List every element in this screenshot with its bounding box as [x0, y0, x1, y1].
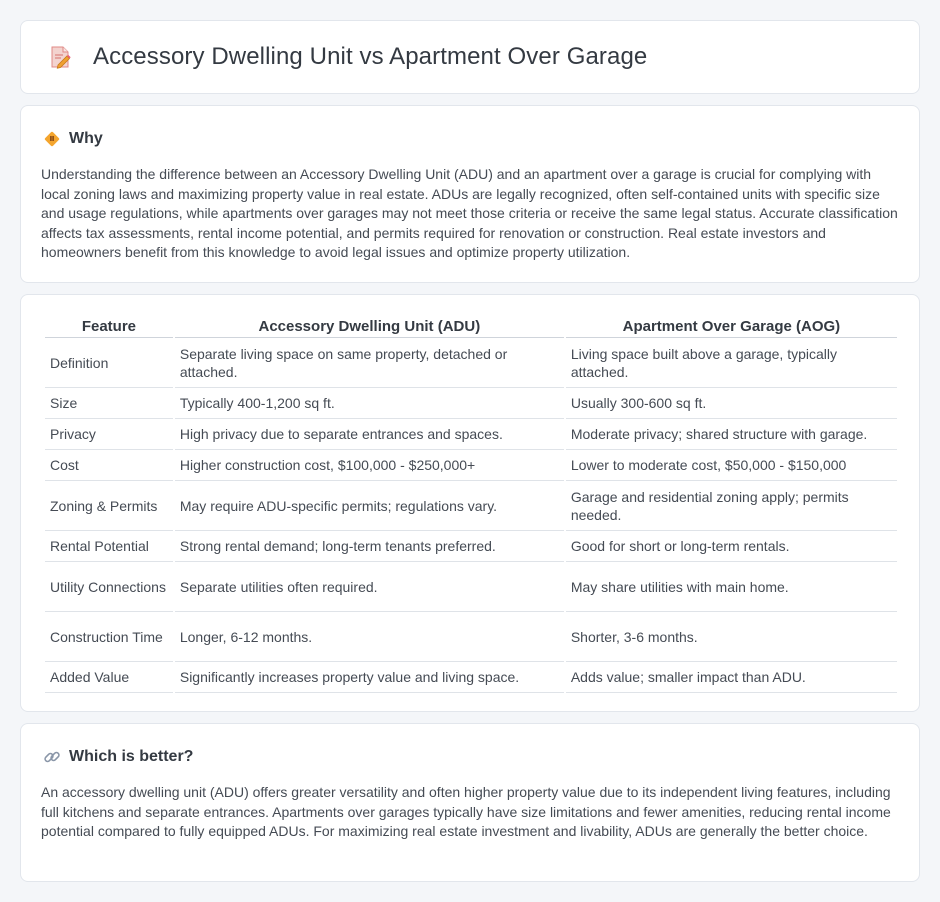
- why-section: [20, 105, 920, 283]
- table-header-row: [45, 316, 897, 338]
- aog-cell: Adds value; smaller impact than ADU.: [566, 662, 897, 693]
- table-row: [45, 338, 897, 388]
- document-pencil-icon: [47, 44, 73, 70]
- title-card: [20, 20, 920, 94]
- header-adu: Accessory Dwelling Unit (ADU): [175, 316, 564, 338]
- table-row: [45, 531, 897, 562]
- table-row: [45, 612, 897, 662]
- adu-cell: Longer, 6-12 months.: [175, 612, 564, 662]
- feature-cell: Size: [45, 388, 173, 419]
- better-text: An accessory dwelling unit (ADU) offers greater versatility and often higher property value due to its independent living features, including full kitchens and separate entrances. Apartments over garages typically have size limitations and fewer amenities, reducing rental income potential compared to fully equipped ADUs. For maximizing real estate investment and livability, ADUs are generally the better choice.: [41, 784, 891, 839]
- comparison-card: [20, 294, 920, 712]
- table-row: [45, 388, 897, 419]
- why-text: Understanding the difference between an Accessory Dwelling Unit (ADU) and an apartment over a garage is crucial for complying with local zoning laws and maximizing property value in real estate. ADUs are legally recognized, often self-contained units with specific size and usage regulations, while apartments over garages may not meet those criteria or receive the same legal status. Accurate classification affects tax assessments, rental income potential, and permits required for renovation or construction. Real estate investors and homeowners benefit from this knowledge to avoid legal issues and optimize property utilization.: [41, 166, 898, 260]
- header-aog: Apartment Over Garage (AOG): [566, 316, 897, 338]
- feature-cell: Zoning & Permits: [45, 481, 173, 531]
- aog-cell: Lower to moderate cost, $50,000 - $150,000: [566, 450, 897, 481]
- adu-cell: High privacy due to separate entrances and spaces.: [175, 419, 564, 450]
- link-icon: [43, 748, 61, 766]
- diamond-warning-icon: [43, 130, 61, 148]
- feature-cell: Construction Time: [45, 612, 173, 662]
- aog-cell: Good for short or long-term rentals.: [566, 531, 897, 562]
- adu-cell: Separate living space on same property, detached or attached.: [175, 338, 564, 388]
- table-row: [45, 562, 897, 612]
- aog-cell: Moderate privacy; shared structure with garage.: [566, 419, 897, 450]
- feature-cell: Privacy: [45, 419, 173, 450]
- feature-cell: Utility Connections: [45, 562, 173, 612]
- table-row: [45, 662, 897, 693]
- adu-cell: May require ADU-specific permits; regulations vary.: [175, 481, 564, 531]
- adu-cell: Significantly increases property value and living space.: [175, 662, 564, 693]
- aog-cell: Shorter, 3-6 months.: [566, 612, 897, 662]
- adu-cell: Higher construction cost, $100,000 - $250,000+: [175, 450, 564, 481]
- better-heading: Which is better?: [69, 748, 194, 765]
- table-row: [45, 419, 897, 450]
- page-title: Accessory Dwelling Unit vs Apartment Over Garage: [93, 43, 648, 70]
- adu-cell: Separate utilities often required.: [175, 562, 564, 612]
- adu-cell: Strong rental demand; long-term tenants preferred.: [175, 531, 564, 562]
- header-feature: Feature: [45, 316, 173, 338]
- aog-cell: May share utilities with main home.: [566, 562, 897, 612]
- feature-cell: Cost: [45, 450, 173, 481]
- table-row: [45, 450, 897, 481]
- adu-cell: Typically 400-1,200 sq ft.: [175, 388, 564, 419]
- which-better-section: [20, 723, 920, 882]
- aog-cell: Garage and residential zoning apply; permits needed.: [566, 481, 897, 531]
- aog-cell: Living space built above a garage, typically attached.: [566, 338, 897, 388]
- feature-cell: Rental Potential: [45, 531, 173, 562]
- aog-cell: Usually 300-600 sq ft.: [566, 388, 897, 419]
- feature-cell: Added Value: [45, 662, 173, 693]
- comparison-table: [43, 316, 899, 693]
- why-heading: Why: [69, 130, 103, 147]
- table-row: [45, 481, 897, 531]
- feature-cell: Definition: [45, 338, 173, 388]
